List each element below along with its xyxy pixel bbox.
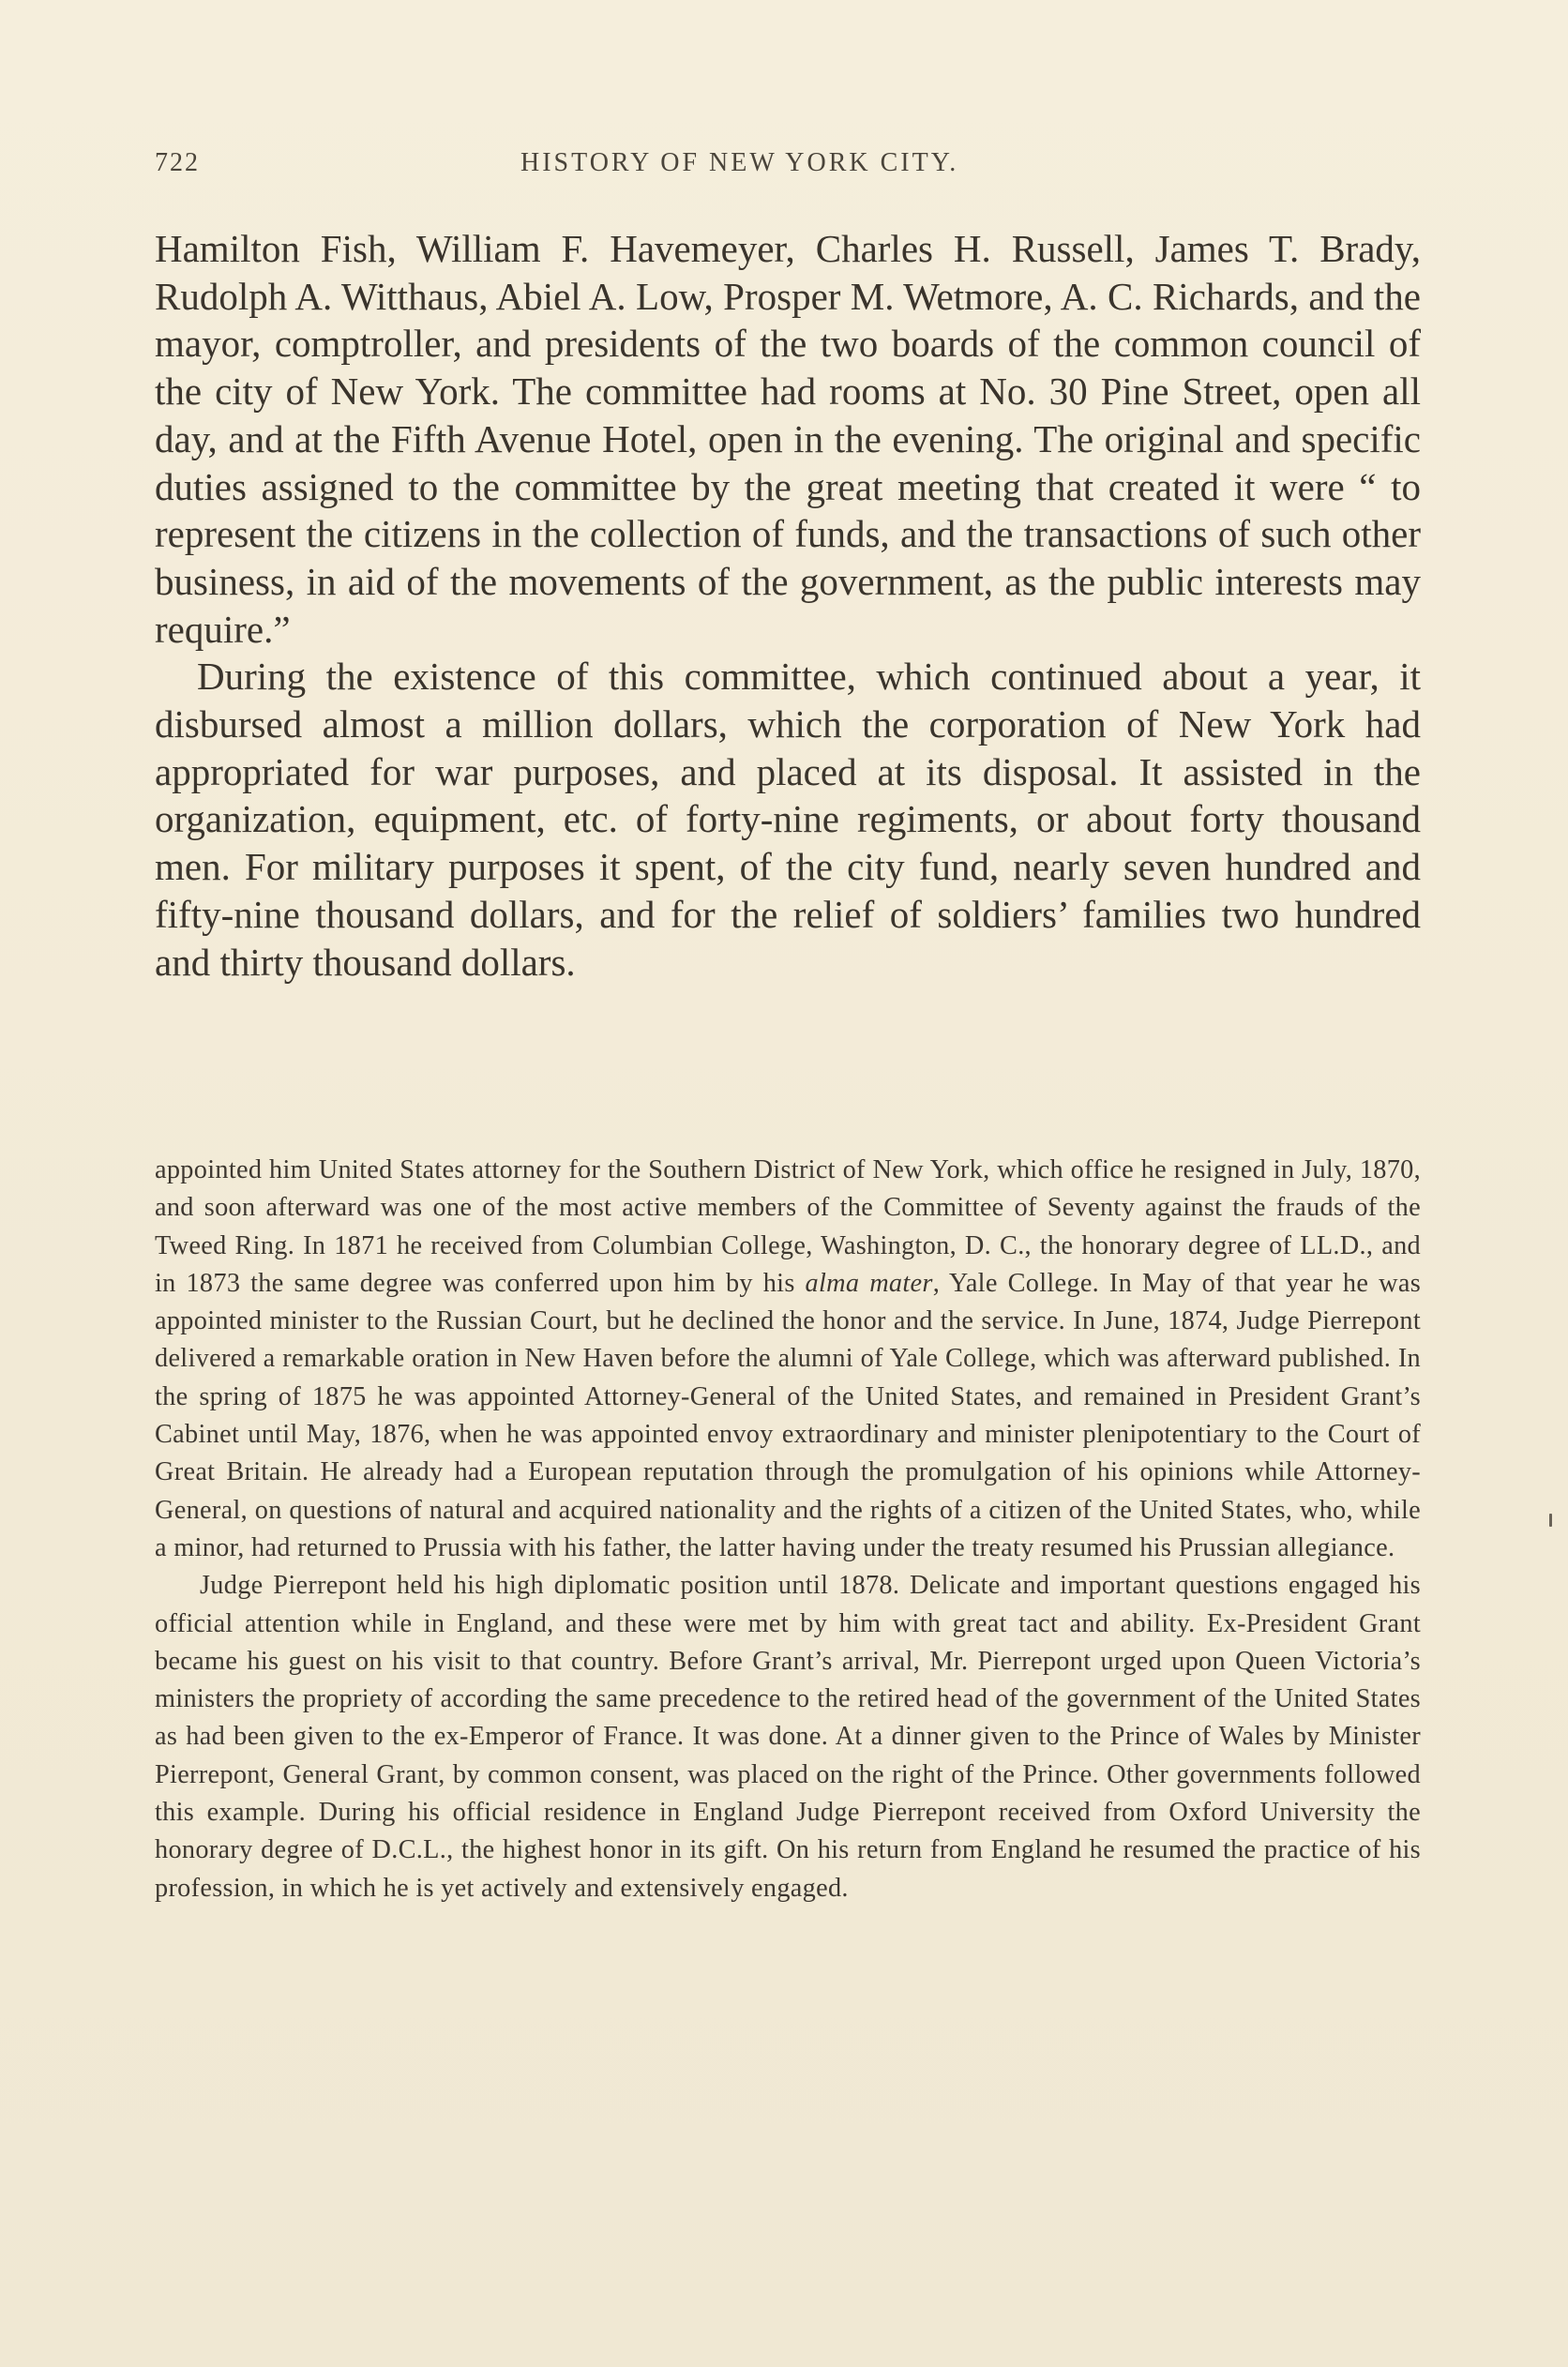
footnote-paragraph-1: [155, 1152, 1421, 1567]
footnote-text-part-2: , Yale College. In May of that year he was appointed minister to the Russian Court, but he declined the honor and the service. In June, 1874, Judge Pierrepont delivered a remarkable oration in New Haven before the alumni of Yale College, which was afterward published. In the spring of 1875 he was appointed Attorney-General of the United States, and remained in President Grant’s Cabinet until May, 1876, when he was appointed envoy extraordinary and minister plenipotentiary to the Court of Great Britain. He already had a European reputation through the promulgation of his opinions while Attorney-General, on questions of natural and acquired nationality and the rights of a citizen of the United States, who, while a minor, had returned to Prussia with his father, the latter having under the treaty resumed his Prussian allegiance.: [155, 1268, 1422, 1562]
main-paragraph-1: Hamilton Fish, William F. Havemeyer, Charles H. Russell, James T. Brady, Rudolph A. Witthaus, Abiel A. Low, Prosper M. Wetmore, A. C. Richards, and the mayor, comptroller, and presidents of the two boards of the common council of the city of New York. The committee had rooms at No. 30 Pine Street, open all day, and at the Fifth Avenue Hotel, open in the evening. The original and specific duties assigned to the committee by the great meeting that created it were “ to represent the citizens in the collection of funds, and the transactions of such other business, in aid of the movements of the government, as the public interests may require.”: [155, 227, 1421, 651]
footnote-block: [155, 1152, 1421, 1907]
page-number: 722: [155, 148, 200, 177]
footnote-italic-text: alma mater: [805, 1268, 933, 1298]
margin-mark: [1549, 1514, 1552, 1527]
main-text-block: [155, 225, 1421, 986]
page-header: [155, 148, 1421, 186]
running-title: HISTORY OF NEW YORK CITY.: [520, 148, 959, 177]
footnote-paragraph-2: Judge Pierrepont held his high diplomatic position until 1878. Delicate and important questions engaged his official attention while in England, and these were met by him with great tact and ability. Ex-President Grant became his guest on his visit to that country. Before Grant’s arrival, Mr. Pierrepont urged upon Queen Victoria’s ministers the propriety of according the same precedence to the retired head of the government of the United States as had been given to the ex-Emperor of France. It was done. At a dinner given to the Prince of Wales by Minister Pierrepont, General Grant, by common consent, was placed on the right of the Prince. Other governments followed this example. During his official residence in England Judge Pierrepont received from Oxford University the honorary degree of D.C.L., the highest honor in its gift. On his return from England he resumed the practice of his profession, in which he is yet actively and extensively engaged.: [155, 1571, 1421, 1903]
main-paragraph-2: During the existence of this committee, which continued about a year, it disbursed almost a million dollars, which the corporation of New York had appropriated for war purposes, and placed at its disposal. It assisted in the organization, equipment, etc. of forty-nine regiments, or about forty thousand men. For military purposes it spent, of the city fund, nearly seven hundred and fifty-nine thousand dollars, and for the relief of soldiers’ families two hundred and thirty thousand dollars.: [155, 655, 1421, 984]
footnote-text-part-1: appointed him United States attorney for the Southern District of New York, which office he resigned in July, 1870, and soon afterward was one of the most active members of the Committee of Seventy against the frauds of the Tweed Ring. In 1871 he received from Columbian College, Washington, D. C., the honorary degree of LL.D., and in 1873 the same degree was conferred upon him by his: [155, 1155, 1421, 1298]
